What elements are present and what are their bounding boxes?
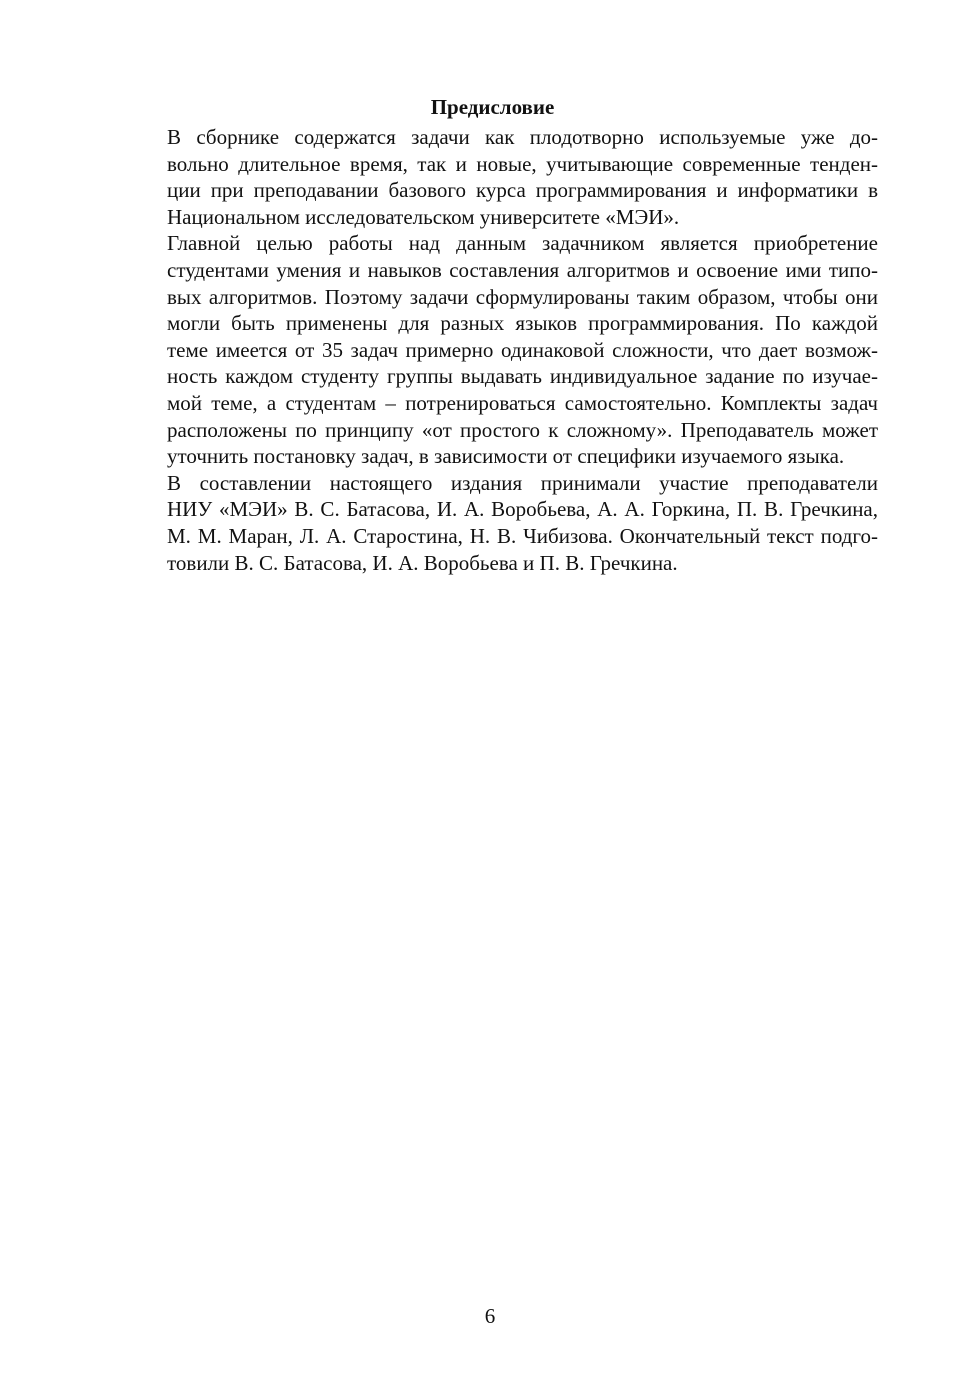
paragraph-line: Главной целью работы над данным задачником является приобретение — [167, 231, 878, 256]
paragraph-line: могли быть применены для разных языков программирования. По каждой — [167, 311, 878, 336]
paragraph-line: расположены по принципу «от простого к сложному». Преподаватель может — [167, 417, 878, 442]
paragraph-line: уточнить постановку задач, в зависимости от специфики изучаемого языка. — [167, 444, 845, 469]
paragraph-1 — [107, 124, 878, 230]
paragraph-line: вольно длительное время, так и новые, учитывающие современные тенден- — [167, 151, 878, 176]
paragraph-line: студентами умения и навыков составления алгоритмов и освоение ими типо- — [167, 257, 878, 282]
document-body — [107, 124, 878, 576]
paragraph-line: мой теме, а студентам – потренироваться самостоятельно. Комплекты задач — [167, 390, 878, 415]
paragraph-3 — [107, 470, 878, 576]
paragraph-line: М. М. Маран, Л. А. Старостина, Н. В. Чибизова. Окончательный текст подго- — [167, 523, 878, 548]
paragraph-line: ции при преподавании базового курса программирования и информатики в — [167, 178, 878, 203]
paragraph-line: В сборнике содержатся задачи как плодотворно используемые уже до- — [167, 125, 878, 149]
paragraph-line: вых алгоритмов. Поэтому задачи сформулированы таким образом, чтобы они — [167, 284, 878, 309]
paragraph-line: ность каждом студенту группы выдавать индивидуальное задание по изучае- — [167, 364, 878, 389]
page-title: Предисловие — [430, 95, 555, 119]
paragraph-2 — [107, 230, 878, 469]
paragraph-line: Национальном исследовательском университете «МЭИ». — [167, 204, 680, 229]
paragraph-line: НИУ «МЭИ» В. С. Батасова, И. А. Воробьева, А. А. Горкина, П. В. Гречкина, — [167, 497, 878, 522]
paragraph-line: товили В. С. Батасова, И. А. Воробьева и П. В. Гречкина. — [167, 550, 678, 575]
paragraph-line: теме имеется от 35 задач примерно одинаковой сложности, что дает возмож- — [167, 337, 878, 362]
page-number: 6 — [484, 1304, 496, 1328]
paragraph-line: В составлении настоящего издания принимали участие преподаватели — [167, 470, 878, 495]
